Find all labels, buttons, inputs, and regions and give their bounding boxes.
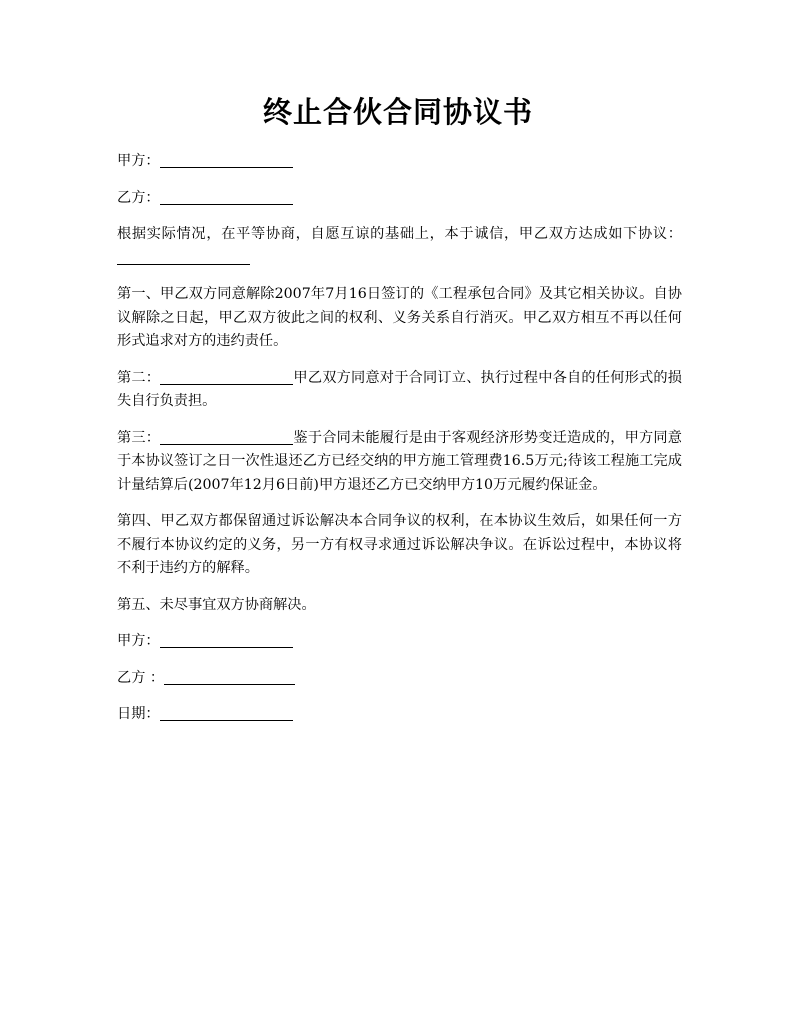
preamble-blank [117,248,250,265]
sign-party-b-label: 乙方 ： [117,669,165,686]
date-label: 日期： [117,706,160,722]
clause-2 [117,367,682,414]
clause-3-text: 鉴于合同未能履行是由于客观经济形势变迁造成的，甲方同意于本协议签订之日一次性退还乙方已经交纳的甲方施工管理费16.5万元;待该工程施工完成计量结算后(2007年12月6日前)甲方退还乙方已交纳甲方10万元履约保证金。 [117,429,682,493]
party-a-line [117,150,682,174]
sign-party-b-line [117,667,682,691]
clause-3-prefix: 第三： [117,429,161,446]
party-b-blank [160,188,293,205]
clause-4: 第四、甲乙双方都保留通过诉讼解决本合同争议的权利，在本协议生效后，如果任何一方不履行本协议约定的义务，另一方有权寻求通过诉讼解决争议。在诉讼过程中，本协议将不利于违约方的解释。 [117,513,682,576]
clause-3-blank [160,428,293,445]
date-blank [160,704,293,721]
clause-2-prefix: 第二： [117,369,161,386]
document-body [117,150,682,727]
clause-5: 第五、未尽事宜双方协商解决。 [117,596,316,613]
sign-party-b-blank [164,668,295,685]
clause-2-blank [160,368,293,385]
clause-2-text: 甲乙双方同意对于合同订立、执行过程中各自的任何形式的损失自行负责担。 [117,369,682,409]
party-b-line [117,187,682,211]
sign-party-a-label: 甲方： [117,633,160,649]
preamble [117,223,682,270]
clause-3 [117,427,682,498]
party-a-blank [160,151,293,168]
document-title: 终止合伙合同协议书 [262,95,533,129]
preamble-text: 根据实际情况，在平等协商，自愿互谅的基础上，本于诚信，甲乙双方达成如下协议： [117,226,682,242]
party-b-label: 乙方： [117,189,160,206]
clause-1: 第一、甲乙双方同意解除2007年7月16日签订的《工程承包合同》及其它相关协议。自协议解除之日起，甲乙双方彼此之间的权利、义务关系自行消灭。甲乙双方相互不再以任何形式追求对方的违约责任。 [117,286,682,349]
sign-party-a-blank [160,631,293,648]
date-line [117,703,682,727]
sign-party-a-line [117,630,682,654]
party-a-label: 甲方： [117,153,160,169]
